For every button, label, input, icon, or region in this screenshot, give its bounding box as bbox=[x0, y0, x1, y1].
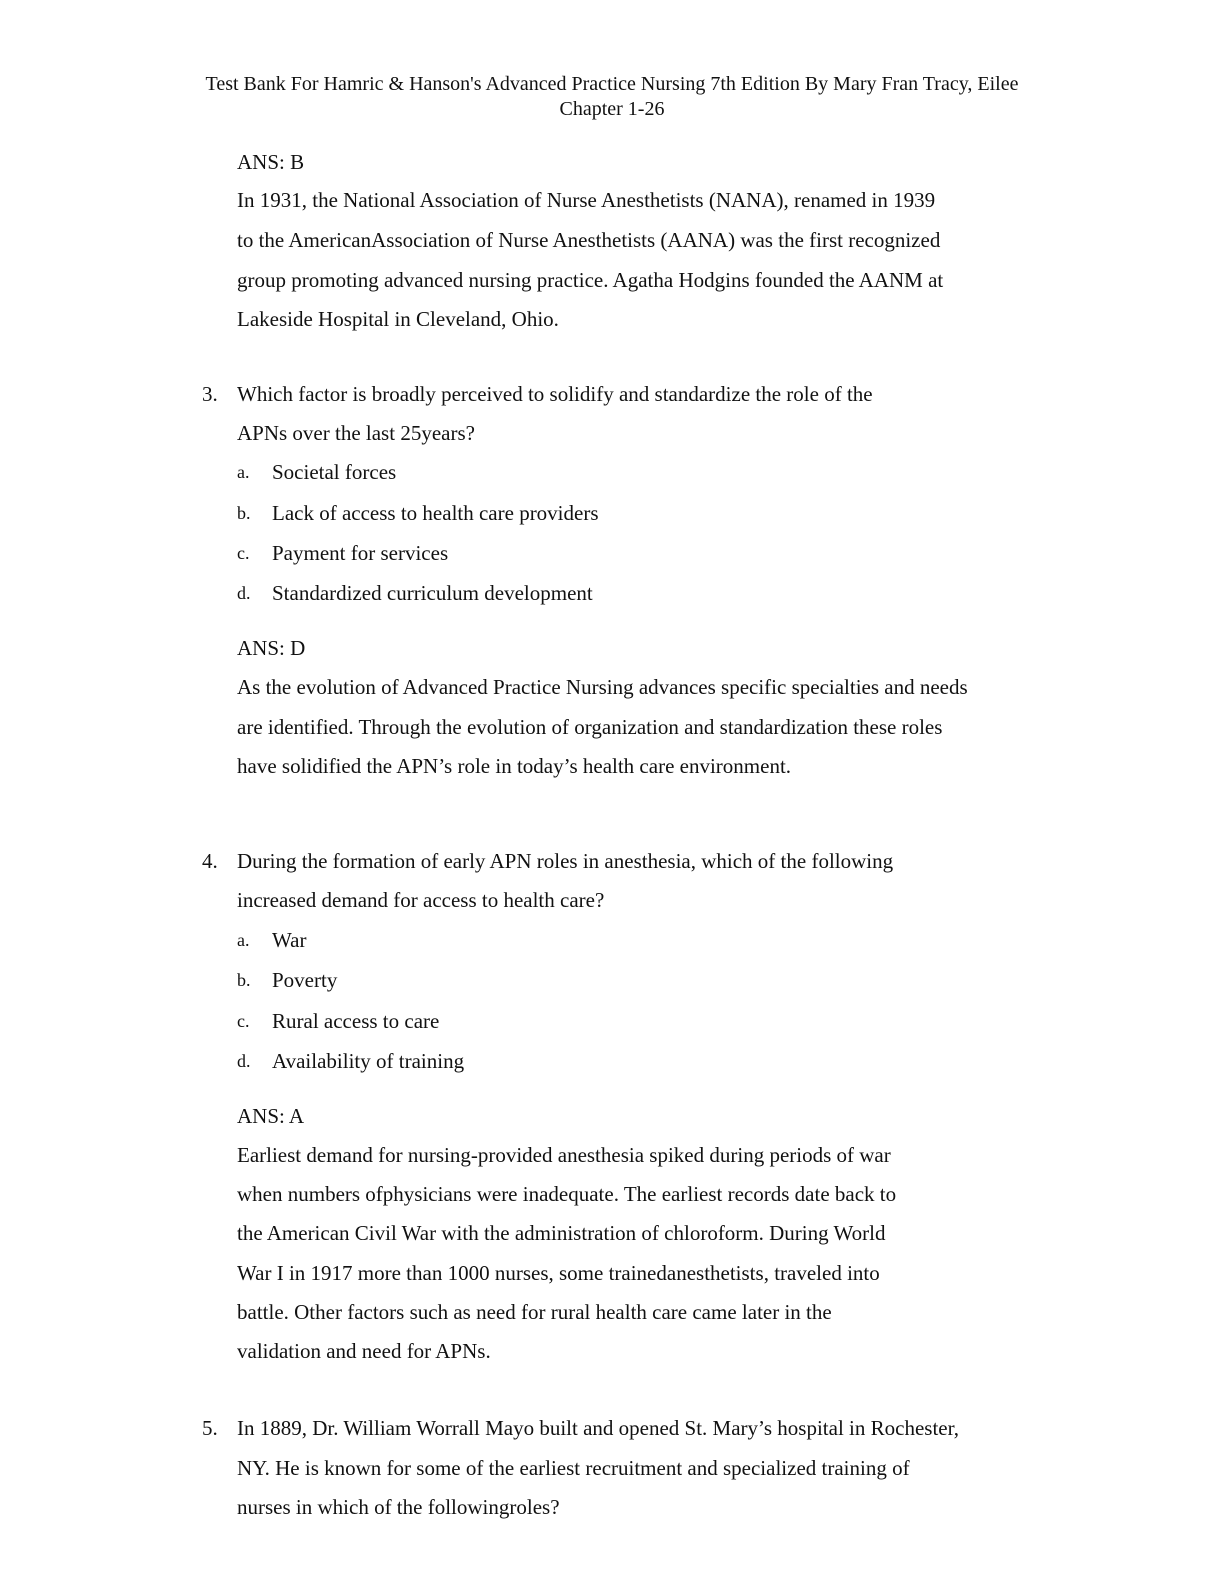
option-text: Poverty bbox=[272, 968, 338, 992]
rationale-line: to the AmericanAssociation of Nurse Anesthetists (AANA) was the first recognized bbox=[237, 228, 941, 252]
answer-key: ANS: D bbox=[237, 636, 306, 660]
rationale-line: battle. Other factors such as need for rural health care came later in the bbox=[237, 1300, 832, 1324]
rationale-line: have solidified the APN’s role in today’s health care environment. bbox=[237, 754, 792, 778]
option-letter: b. bbox=[237, 970, 251, 990]
question-number: 5. bbox=[202, 1416, 218, 1440]
rationale-line: War I in 1917 more than 1000 nurses, some trainedanesthetists, traveled into bbox=[237, 1261, 880, 1285]
header-title: Test Bank For Hamric & Hanson's Advanced Practice Nursing 7th Edition By Mary Fran Tracy, Eilee bbox=[205, 73, 1019, 95]
rationale-line: the American Civil War with the administration of chloroform. During World bbox=[237, 1221, 886, 1245]
rationale-line: In 1931, the National Association of Nurse Anesthetists (NANA), renamed in 1939 bbox=[237, 188, 936, 212]
answer-key: ANS: A bbox=[237, 1104, 305, 1128]
option-letter: c. bbox=[237, 543, 250, 563]
question-number: 3. bbox=[202, 382, 218, 406]
option-text: Rural access to care bbox=[272, 1009, 440, 1033]
rationale-line: when numbers ofphysicians were inadequate. The earliest records date back to bbox=[237, 1182, 897, 1206]
question-stem: Which factor is broadly perceived to solidify and standardize the role of the bbox=[237, 382, 873, 406]
rationale-line: Earliest demand for nursing-provided anesthesia spiked during periods of war bbox=[237, 1143, 891, 1167]
answer-key: ANS: B bbox=[237, 150, 305, 174]
option-text: Standardized curriculum development bbox=[272, 581, 593, 605]
question-stem: NY. He is known for some of the earliest recruitment and specialized training of bbox=[237, 1456, 910, 1480]
header-chapter: Chapter 1-26 bbox=[559, 98, 665, 120]
option-letter: b. bbox=[237, 503, 251, 523]
page-header bbox=[0, 72, 1224, 122]
question-stem: nurses in which of the followingroles? bbox=[237, 1495, 560, 1519]
rationale-line: Lakeside Hospital in Cleveland, Ohio. bbox=[237, 307, 559, 331]
option-text: Payment for services bbox=[272, 541, 449, 565]
rationale-line: validation and need for APNs. bbox=[237, 1339, 491, 1363]
option-text: War bbox=[272, 928, 307, 952]
option-text: Lack of access to health care providers bbox=[272, 501, 599, 525]
question-stem: APNs over the last 25years? bbox=[237, 421, 475, 445]
option-text: Availability of training bbox=[272, 1049, 465, 1073]
rationale-line: group promoting advanced nursing practice. Agatha Hodgins founded the AANM at bbox=[237, 268, 944, 292]
rationale-line: are identified. Through the evolution of organization and standardization these roles bbox=[237, 715, 943, 739]
option-letter: a. bbox=[237, 930, 250, 950]
question-stem: increased demand for access to health care? bbox=[237, 888, 605, 912]
option-text: Societal forces bbox=[272, 460, 397, 484]
question-stem: In 1889, Dr. William Worrall Mayo built and opened St. Mary’s hospital in Rochester, bbox=[237, 1416, 959, 1440]
question-number: 4. bbox=[202, 849, 218, 873]
rationale-line: As the evolution of Advanced Practice Nursing advances specific specialties and needs bbox=[237, 675, 968, 699]
option-letter: c. bbox=[237, 1011, 250, 1031]
option-letter: d. bbox=[237, 1051, 251, 1071]
option-letter: d. bbox=[237, 583, 251, 603]
question-stem: During the formation of early APN roles in anesthesia, which of the following bbox=[237, 849, 894, 873]
option-letter: a. bbox=[237, 462, 250, 482]
